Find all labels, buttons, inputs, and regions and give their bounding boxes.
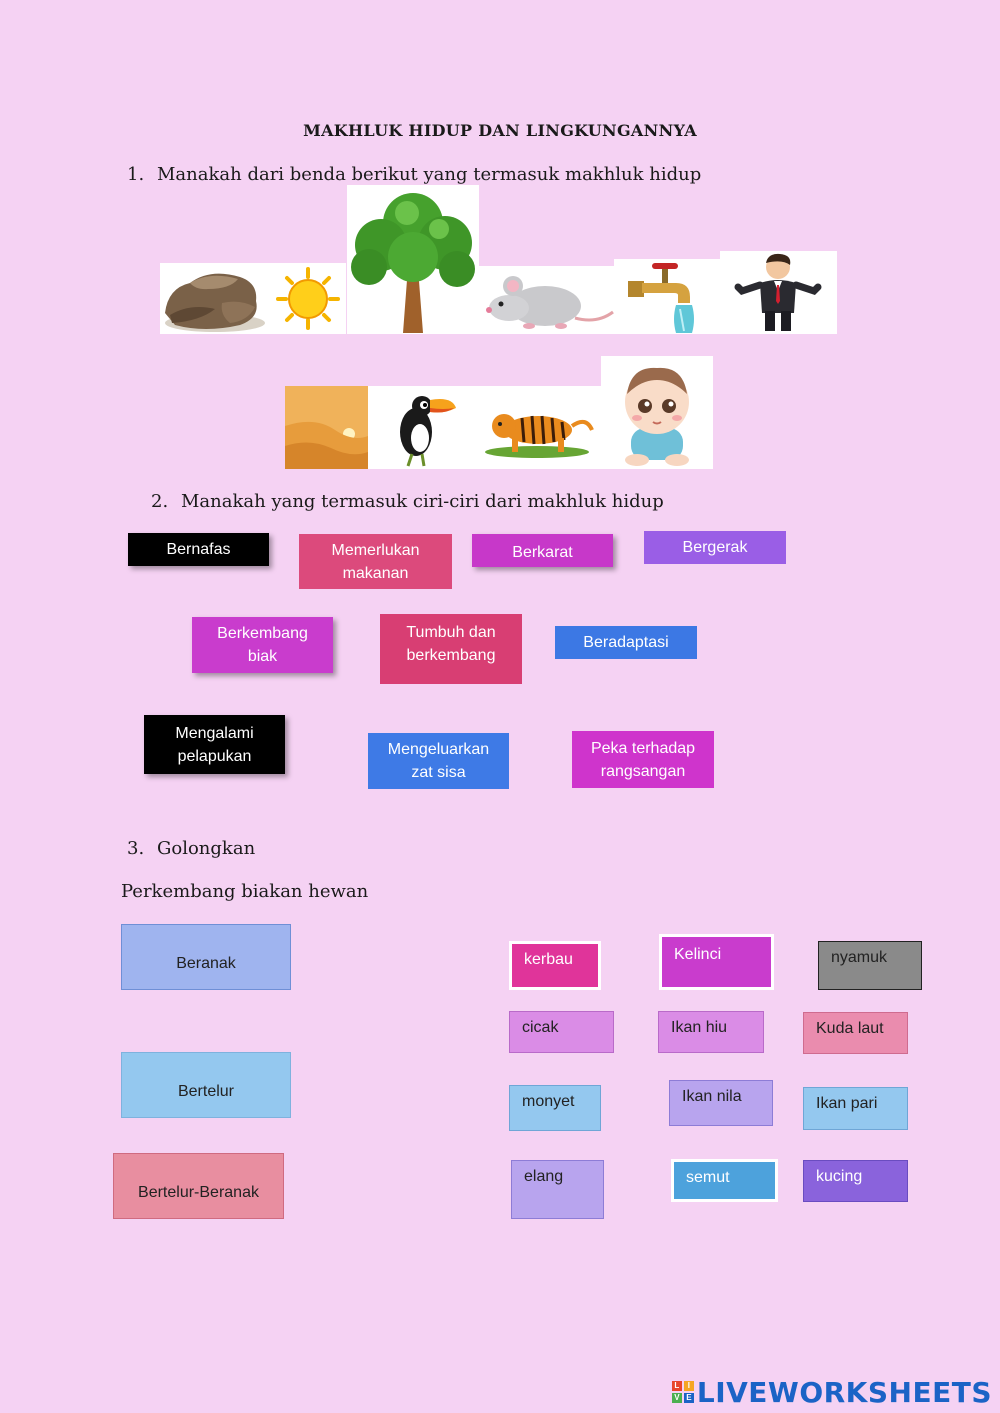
toucan-image[interactable]	[368, 386, 474, 469]
trait-tile-label: Berkarat	[512, 544, 573, 561]
question-1	[127, 164, 701, 185]
animal-label: Kuda laut	[816, 1020, 884, 1037]
trait-tile-label: Tumbuh dan	[406, 624, 496, 641]
trait-tile-label-2: rangsangan	[600, 762, 686, 780]
animal-label: nyamuk	[831, 949, 888, 966]
animal-label: Ikan nila	[682, 1088, 742, 1105]
trait-tile-label: Bergerak	[682, 539, 748, 556]
animal-label: Kelinci	[674, 946, 722, 963]
trait-tile-bergerak[interactable]	[644, 531, 786, 564]
trait-tile-label-2: biak	[247, 648, 278, 665]
animal-label: cicak	[522, 1019, 559, 1036]
trait-tile-label-2: berkembang	[406, 647, 496, 664]
liveworksheets-badge-icon	[672, 1381, 694, 1403]
animal-tile-ikan-nila[interactable]	[669, 1080, 773, 1126]
category-label: Bertelur-Beranak	[138, 1184, 259, 1201]
liveworksheets-logo-text: LIVEWORKSHEETS	[696, 1375, 992, 1409]
animal-label: semut	[686, 1169, 730, 1186]
animal-tile-kucing[interactable]	[803, 1160, 908, 1202]
question-3	[127, 838, 255, 859]
animal-label: elang	[524, 1168, 564, 1185]
sun-image[interactable]	[270, 263, 346, 334]
trait-tile-berkarat[interactable]	[472, 534, 613, 567]
trait-tile-label: Memerlukan	[331, 541, 420, 559]
trait-tile-beradaptasi[interactable]	[555, 626, 697, 659]
trait-tile-tumbuh-dan-berkembang[interactable]	[380, 614, 522, 684]
question-3-text: Golongkan	[157, 838, 256, 859]
trait-tile-peka-terhadap-rangsangan[interactable]	[572, 731, 714, 788]
category-bertelur[interactable]	[121, 1052, 291, 1118]
liveworksheets-logo	[672, 1377, 992, 1407]
animal-tile-ikan-pari[interactable]	[803, 1087, 908, 1130]
badge-letter: V	[672, 1393, 682, 1403]
mouse-image[interactable]	[479, 266, 614, 334]
tree-image[interactable]	[347, 185, 479, 334]
badge-letter: I	[684, 1381, 694, 1391]
question-2	[151, 491, 664, 512]
trait-tile-label: Berkembang	[217, 625, 308, 642]
animal-label: monyet	[522, 1093, 575, 1110]
question-1-number: 1.	[127, 164, 145, 185]
trait-tile-memerlukan-makanan[interactable]	[299, 534, 452, 589]
category-label: Bertelur	[177, 1083, 235, 1100]
rocks-image[interactable]	[160, 263, 270, 334]
desert-image[interactable]	[285, 386, 368, 469]
animal-tile-monyet[interactable]	[509, 1085, 601, 1131]
category-beranak[interactable]	[121, 924, 291, 990]
trait-tile-label: Mengeluarkan	[387, 741, 490, 758]
animal-tile-kelinci[interactable]	[659, 934, 774, 990]
category-label: Beranak	[176, 955, 236, 972]
animal-label: kerbau	[524, 951, 573, 968]
question-1-text: Manakah dari benda berikut yang termasuk makhluk hidup	[157, 164, 702, 185]
animal-label: Ikan hiu	[671, 1019, 728, 1036]
category-bertelur-beranak[interactable]	[113, 1153, 284, 1219]
trait-tile-bernafas[interactable]	[128, 533, 269, 566]
animal-tile-elang[interactable]	[511, 1160, 604, 1219]
man-image[interactable]	[720, 251, 837, 334]
badge-letter: E	[684, 1393, 694, 1403]
trait-tile-label: Beradaptasi	[583, 634, 669, 651]
question-2-number: 2.	[151, 491, 169, 512]
animal-tile-kuda-laut[interactable]	[803, 1012, 908, 1054]
trait-tile-mengeluarkan-zat-sisa[interactable]	[368, 733, 509, 789]
tiger-image[interactable]	[474, 386, 601, 469]
trait-tile-label: Mengalami	[175, 724, 254, 742]
animal-tile-cicak[interactable]	[509, 1011, 614, 1053]
question-2-text: Manakah yang termasuk ciri-ciri dari makhluk hidup	[181, 491, 664, 512]
question-3-subtitle: Perkembang biakan hewan	[121, 881, 369, 902]
question-3-number: 3.	[127, 838, 145, 859]
faucet-image[interactable]	[614, 259, 720, 334]
worksheet-title: MAKHLUK HIDUP DAN LINGKUNGANNYA	[303, 121, 697, 140]
animal-tile-nyamuk[interactable]	[818, 941, 922, 990]
trait-tile-label: Bernafas	[166, 541, 231, 558]
badge-letter: L	[672, 1381, 682, 1391]
trait-tile-label-2: zat sisa	[411, 764, 466, 781]
animal-tile-semut[interactable]	[671, 1159, 778, 1202]
trait-tile-label-2: makanan	[342, 564, 409, 582]
animal-label: kucing	[816, 1168, 863, 1185]
baby-image[interactable]	[601, 356, 713, 469]
trait-tile-berkembang-biak[interactable]	[192, 617, 333, 673]
animal-tile-kerbau[interactable]	[509, 941, 601, 990]
trait-tile-label: Peka terhadap	[590, 739, 696, 757]
trait-tile-mengalami-pelapukan[interactable]	[144, 715, 285, 774]
animal-label: Ikan pari	[816, 1095, 878, 1112]
trait-tile-label-2: pelapukan	[177, 747, 252, 765]
animal-tile-ikan-hiu[interactable]	[658, 1011, 764, 1053]
